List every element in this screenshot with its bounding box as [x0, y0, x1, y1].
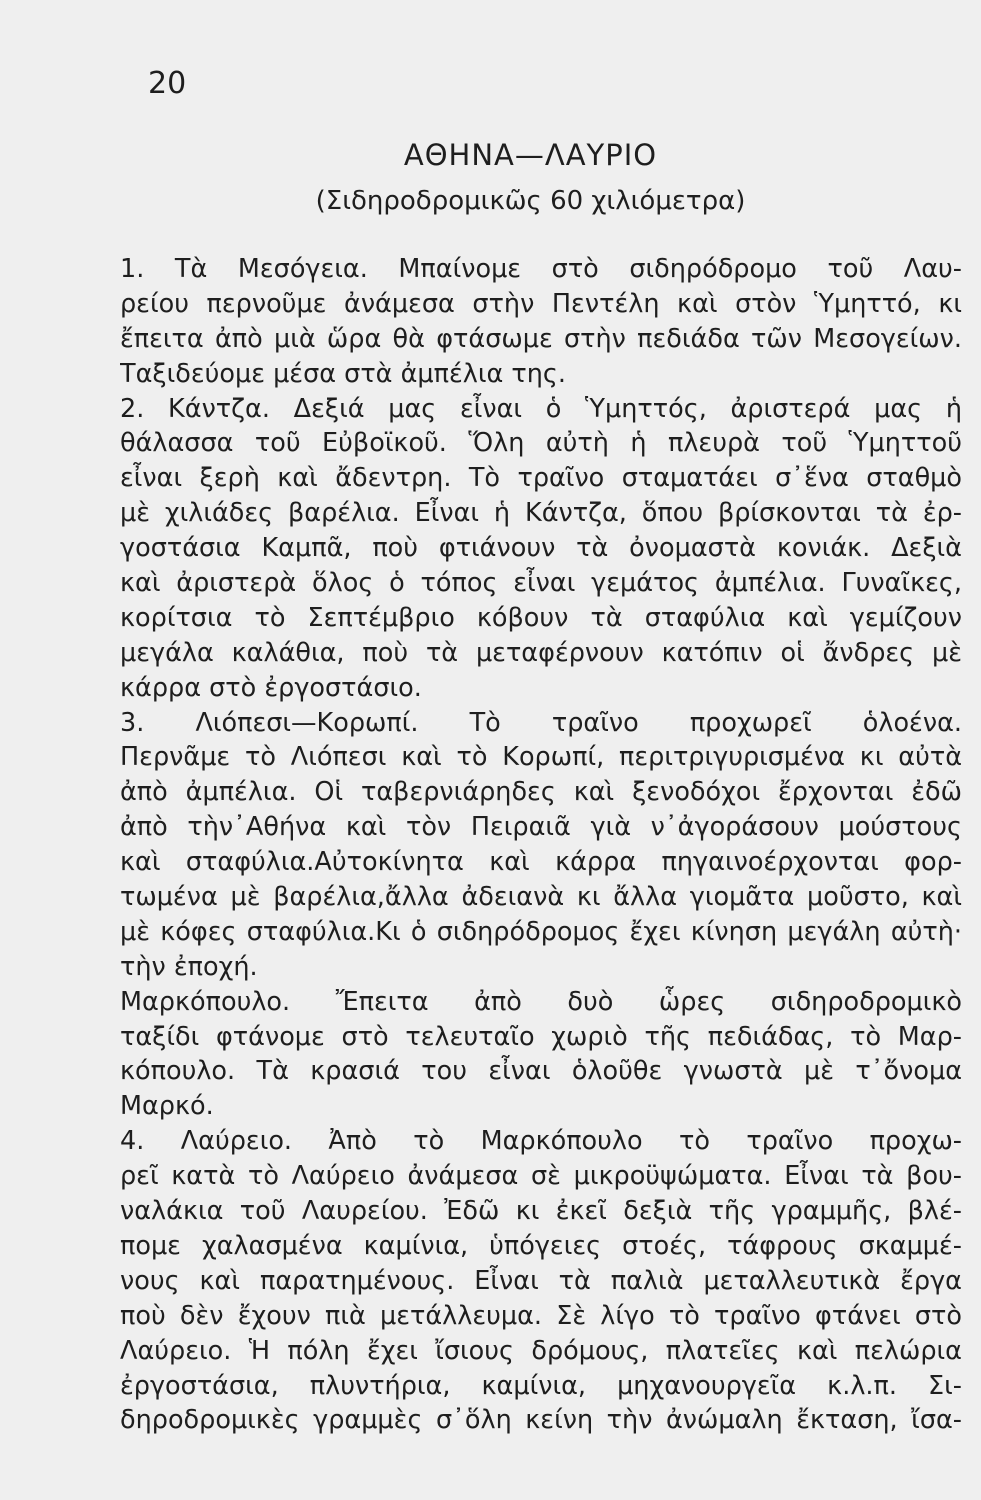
text-line: τωμένα μὲ βαρέλια,ἄλλα ἀδειανὰ κι ἄλλα γιομᾶτα μοῦστο, καὶ [120, 882, 962, 913]
text-line: εἶναι ξερὴ καὶ ἄδεντρη. Τὸ τραῖνο σταματάει σ᾽ἕνα σταθμὸ [120, 463, 962, 494]
text-line: κάρρα στὸ ἐργοστάσιο. [120, 672, 422, 703]
text-line: ταξίδι φτάνομε στὸ τελευταῖο χωριὸ τῆς πεδιάδας, τὸ Μαρ- [120, 1021, 962, 1052]
text-line: γοστάσια Καμπᾶ, ποὺ φτιάνουν τὰ ὀνομαστὰ κονιάκ. Δεξιὰ [120, 533, 962, 564]
text-line: Λαύρειο. Ἡ πόλη ἔχει ἴσιους δρόμους, πλατεῖες καὶ πελώρια [120, 1335, 962, 1366]
text-line: 4. Λαύρειο. Ἀπὸ τὸ Μαρκόπουλο τὸ τραῖνο προχω- [120, 1126, 962, 1157]
text-line: καὶ σταφύλια.Αὐτοκίνητα καὶ κάρρα πηγαινοέρχονται φορ- [120, 847, 962, 878]
page-number: 20 [148, 66, 187, 101]
text-line: 2. Κάντζα. Δεξιά μας εἶναι ὁ Ὑμηττός, ἀριστερά μας ἡ [120, 393, 962, 424]
text-line: μὲ κόφες σταφύλια.Κι ὁ σιδηρόδρομος ἔχει κίνηση μεγάλη αὐτὴ· [120, 916, 962, 947]
text-line: ἐργοστάσια, πλυντήρια, καμίνια, μηχανουργεῖα κ.λ.π. Σι- [120, 1370, 962, 1401]
text-line: ρεῖ κατὰ τὸ Λαύρειο ἀνάμεσα σὲ μικροϋψώματα. Εἶναι τὰ βου- [120, 1161, 962, 1192]
text-line: ποὺ δὲν ἔχουν πιὰ μετάλλευμα. Σὲ λίγο τὸ τραῖνο φτάνει στὸ [120, 1300, 962, 1331]
chapter-subtitle: (Σιδηροδρομικῶς 60 χιλιόμετρα) [315, 186, 746, 216]
text-line: Περνᾶμε τὸ Λιόπεσι καὶ τὸ Κορωπί, περιτριγυρισμένα κι αὐτὰ [120, 742, 962, 773]
text-line: Μαρκό. [120, 1091, 214, 1122]
text-line: ρείου περνοῦμε ἀνάμεσα στὴν Πεντέλη καὶ στὸν Ὑμηττό, κι [120, 288, 962, 319]
text-line: κόπουλο. Τὰ κρασιά του εἶναι ὁλοῦθε γνωστὰ μὲ τ᾽ὄνομα [120, 1056, 962, 1087]
text-line: Μαρκόπουλο. Ἔπειτα ἀπὸ δυὸ ὧρες σιδηροδρομικὸ [120, 986, 962, 1017]
text-line: Ταξιδεύομε μέσα στὰ ἀμπέλια της. [120, 358, 566, 389]
text-line: μεγάλα καλάθια, ποὺ τὰ μεταφέρνουν κατόπιν οἱ ἄνδρες μὲ [120, 637, 962, 668]
text-line: θάλασσα τοῦ Εὐβοϊκοῦ. Ὅλη αὐτὴ ἡ πλευρὰ τοῦ Ὑμηττοῦ [120, 428, 962, 459]
text-line: τὴν ἐποχή. [120, 951, 258, 982]
text-line: πομε χαλασμένα καμίνια, ὑπόγειες στοές, τάφρους σκαμμέ- [120, 1230, 962, 1261]
body-text [120, 252, 962, 1438]
text-line: 1. Τὰ Μεσόγεια. Μπαίνομε στὸ σιδηρόδρομο τοῦ Λαυ- [120, 254, 962, 284]
text-line: καὶ ἀριστερὰ ὅλος ὁ τόπος εἶναι γεμάτος ἀμπέλια. Γυναῖκες, [120, 568, 962, 599]
text-line: ἔπειτα ἀπὸ μιὰ ὥρα θὰ φτάσωμε στὴν πεδιάδα τῶν Μεσογείων. [120, 323, 962, 354]
text-line: ἀπὸ τὴν᾽Αθήνα καὶ τὸν Πειραιᾶ γιὰ ν᾽ἀγοράσουν μούστους [120, 812, 962, 843]
text-line: 3. Λιόπεσι—Κορωπί. Τὸ τραῖνο προχωρεῖ ὁλοένα. [120, 707, 962, 738]
text-line: μὲ χιλιάδες βαρέλια. Εἶναι ἡ Κάντζα, ὅπου βρίσκονται τὰ ἐρ- [120, 498, 962, 529]
text-line: δηροδρομικὲς γραμμὲς σ᾽ὅλη κείνη τὴν ἀνώμαλη ἔκταση, ἴσα- [120, 1405, 962, 1436]
text-line: ναλάκια τοῦ Λαυρείου. Ἐδῶ κι ἐκεῖ δεξιὰ τῆς γραμμῆς, βλέ- [120, 1196, 962, 1227]
text-line: ἀπὸ ἀμπέλια. Οἱ ταβερνιάρηδες καὶ ξενοδόχοι ἔρχονται ἐδῶ [120, 777, 962, 808]
text-line: κορίτσια τὸ Σεπτέμβριο κόβουν τὰ σταφύλια καὶ γεμίζουν [120, 602, 962, 633]
text-line: νους καὶ παρατημένους. Εἶναι τὰ παλιὰ μεταλλευτικὰ ἔργα [120, 1265, 962, 1296]
chapter-title: ΑΘΗΝΑ—ΛΑΥΡΙΟ [403, 138, 658, 172]
